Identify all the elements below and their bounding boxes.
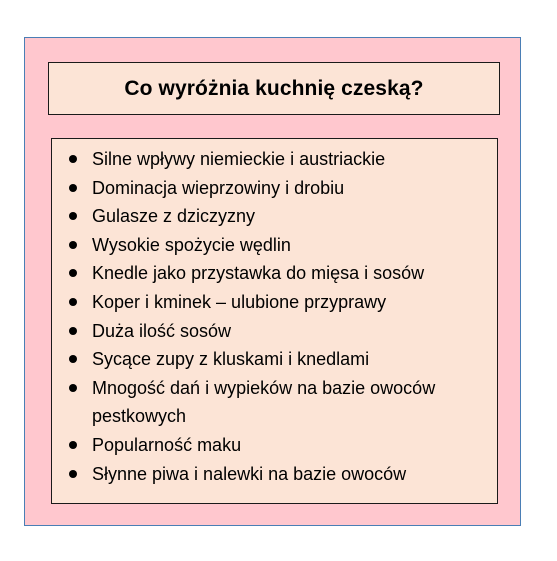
list-item (52, 202, 497, 231)
bullet-icon (69, 212, 77, 220)
bullet-icon (69, 470, 77, 478)
list-item-text: Słynne piwa i nalewki na bazie owoców (92, 463, 407, 484)
list-item-text: Mnogość dań i wypieków na bazie owoców pestkowych (92, 377, 436, 427)
bullet-icon (69, 269, 77, 277)
list-item (52, 345, 497, 374)
bullet-icon (69, 155, 77, 163)
list-item-text: Gulasze z dziczyzny (92, 206, 256, 227)
list-item-text: Wysokie spożycie wędlin (92, 234, 291, 255)
list-item (52, 231, 497, 260)
list-item (52, 174, 497, 203)
list-item (52, 431, 497, 460)
bullet-icon (69, 355, 77, 363)
list-box (51, 138, 498, 504)
list-item (52, 317, 497, 346)
bullet-icon (69, 184, 77, 192)
bullet-icon (69, 298, 77, 306)
bullet-icon (69, 327, 77, 335)
list-item-text: Dominacja wieprzowiny i drobiu (92, 177, 345, 198)
page-title: Co wyróżnia kuchnię czeską? (124, 76, 424, 100)
list-item (52, 145, 497, 174)
bullet-icon (69, 241, 77, 249)
list-item (52, 374, 472, 431)
list-item-text: Sycące zupy z kluskami i knedlami (92, 349, 370, 370)
list-item-text: Silne wpływy niemieckie i austriackie (92, 149, 386, 169)
list-item-text: Popularność maku (92, 434, 242, 455)
bullet-icon (69, 441, 77, 449)
bullet-list (52, 139, 497, 488)
list-item (52, 288, 497, 317)
list-item (52, 460, 497, 489)
bullet-icon (69, 384, 77, 392)
list-item (52, 259, 497, 288)
title-box (48, 62, 500, 115)
list-item-text: Duża ilość sosów (92, 320, 232, 341)
list-item-text: Knedle jako przystawka do mięsa i sosów (92, 263, 425, 284)
list-item-text: Koper i kminek – ulubione przyprawy (92, 291, 387, 312)
